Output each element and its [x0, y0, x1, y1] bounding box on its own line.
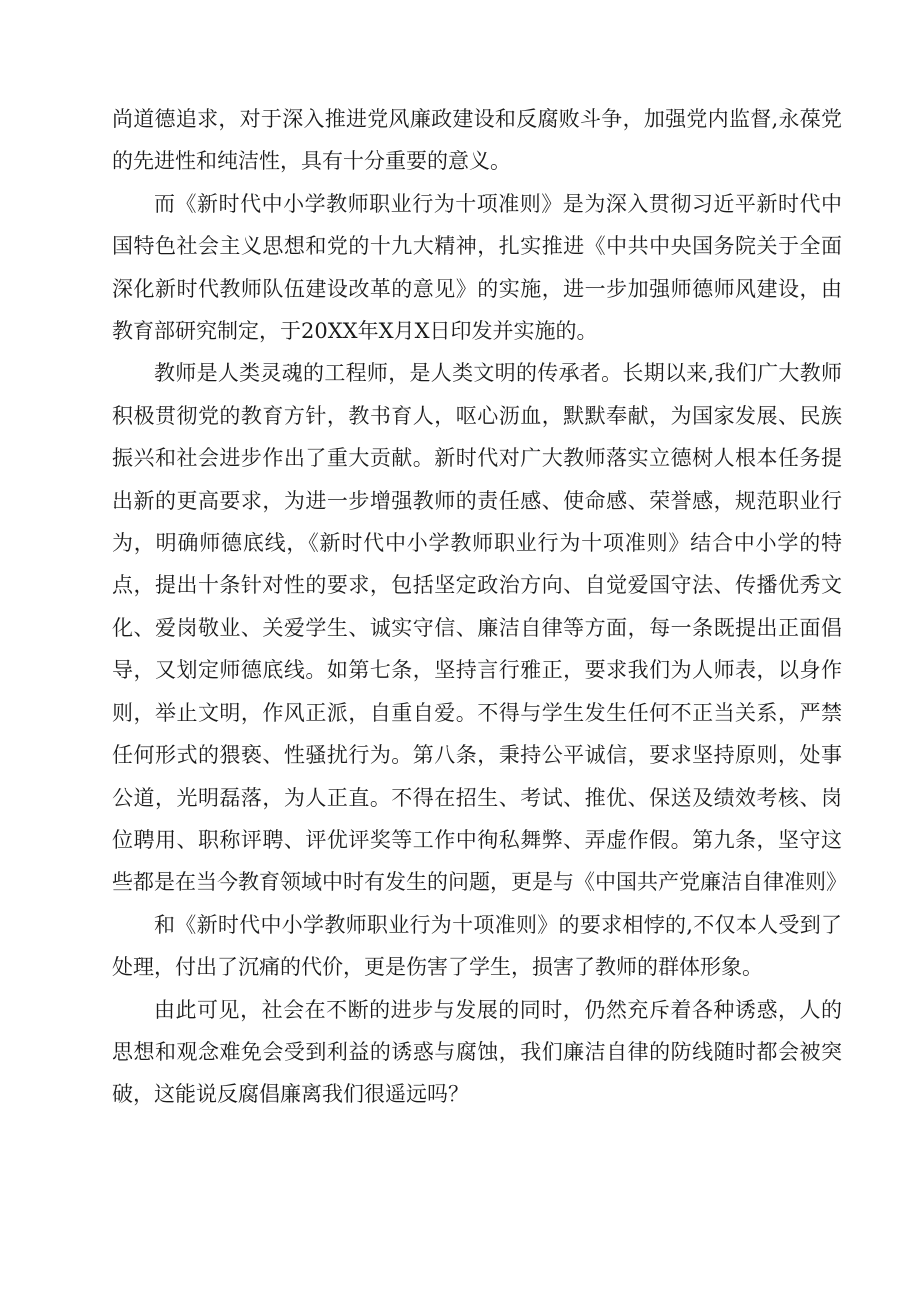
paragraph-3: 教师是人类灵魂的工程师，是人类文明的传承者。长期以来,我们广大教师积极贯彻党的教育方针，教书育人，呕心沥血，默默奉献，为国家发展、民族振兴和社会进步作出了重大贡献。新时代对广大教师落实立德树人根本任务提出新的更高要求，为进一步增强教师的责任感、使命感、荣誉感，规范职业行为，明确师德底线，《新时代中小学教师职业行为十项准则》结合中小学的特点，提出十条针对性的要求，包括坚定政治方向、自觉爱国守法、传播优秀文化、爱岗敬业、关爱学生、诚实守信、廉洁自律等方面，每一条既提出正面倡导，又划定师德底线。如第七条，坚持言行雅正，要求我们为人师表，以身作则，举止文明，作风正派，自重自爱。不得与学生发生任何不正当关系，严禁任何形式的猥亵、性骚扰行为。第八条，秉持公平诚信，要求坚持原则，处事公道，光明磊落，为人正直。不得在招生、考试、推优、保送及绩效考核、岗位聘用、职称评聘、评优评奖等工作中徇私舞弊、弄虚作假。第九条，坚守这些都是在当今教育领域中时有发生的问题，更是与《中国共产党廉洁自律准则》: [112, 361, 847, 895]
paragraph-4: 和《新时代中小学教师职业行为十项准则》的要求相悖的,不仅本人受到了处理，付出了沉痛的代价，更是伤害了学生，损害了教师的群体形象。: [112, 912, 842, 980]
paragraph-1: 尚道德追求，对于深入推进党风廉政建设和反腐败斗争，加强党内监督,永葆党的先进性和纯洁性，具有十分重要的意义。: [112, 107, 842, 174]
paragraph-2: 而《新时代中小学教师职业行为十项准则》是为深入贯彻习近平新时代中国特色社会主义思想和党的十九大精神，扎实推进《中共中央国务院关于全面深化新时代教师队伍建设改革的意见》的实施，进一步加强师德师风建设，由教育部研究制定，于20XX年X月X日印发并实施的。: [112, 191, 842, 344]
paragraph-5: 由此可见，社会在不断的进步与发展的同时，仍然充斥着各种诱惑，人的思想和观念难免会受到利益的诱惑与腐蚀，我们廉洁自律的防线随时都会被突破，这能说反腐倡廉离我们很遥远吗？: [112, 997, 842, 1107]
document-body: [112, 98, 847, 1116]
